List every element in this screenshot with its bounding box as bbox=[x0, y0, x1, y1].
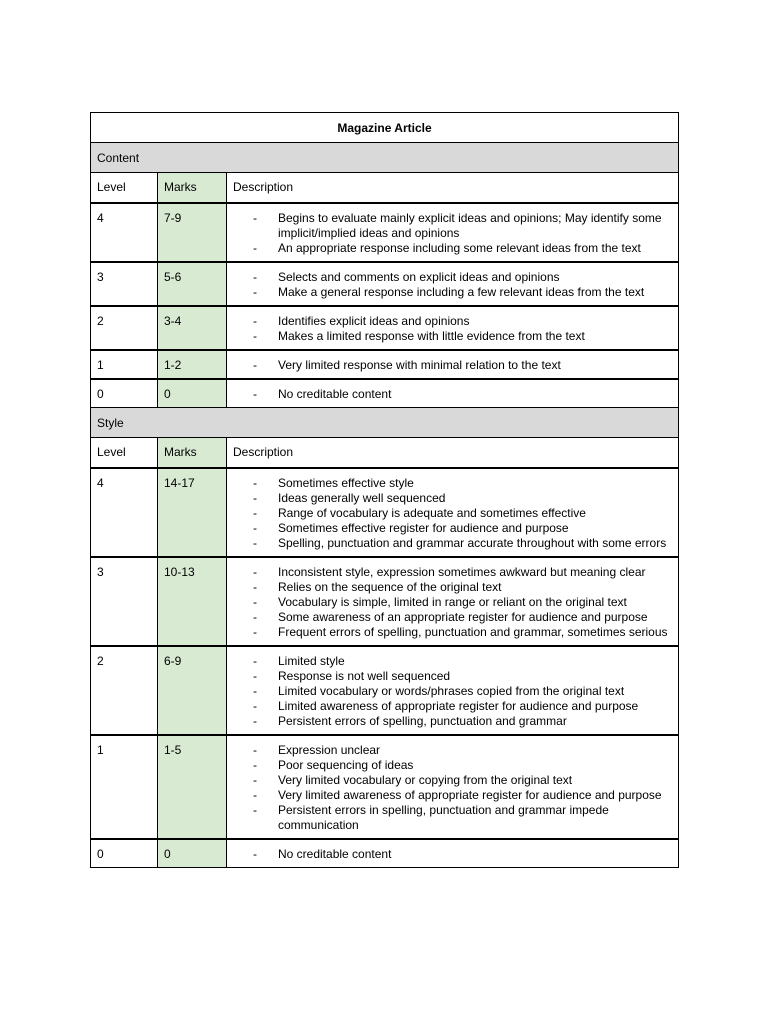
marks-cell: 6-9 bbox=[158, 646, 227, 735]
list-item: - Make a general response including a few relevant ideas from the text bbox=[253, 285, 672, 300]
level-cell: 4 bbox=[91, 468, 158, 557]
table-row bbox=[91, 203, 679, 262]
description-list bbox=[253, 654, 672, 729]
table-row bbox=[91, 839, 679, 868]
list-item: - Poor sequencing of ideas bbox=[253, 758, 672, 773]
description-cell bbox=[227, 839, 679, 868]
list-item: - Very limited awareness of appropriate register for audience and purpose bbox=[253, 788, 672, 803]
description-cell bbox=[227, 468, 679, 557]
section-title: Content bbox=[91, 143, 679, 173]
list-item: - Inconsistent style, expression sometimes awkward but meaning clear bbox=[253, 565, 672, 580]
description-cell bbox=[227, 735, 679, 839]
table-row bbox=[91, 468, 679, 557]
table-row bbox=[91, 262, 679, 306]
rubric-body bbox=[91, 113, 679, 868]
level-cell: 4 bbox=[91, 203, 158, 262]
list-item: - Sometimes effective style bbox=[253, 476, 672, 491]
level-cell: 2 bbox=[91, 646, 158, 735]
list-item: - Expression unclear bbox=[253, 743, 672, 758]
description-list bbox=[253, 358, 672, 373]
description-list bbox=[253, 565, 672, 640]
level-cell: 1 bbox=[91, 735, 158, 839]
list-item: - Range of vocabulary is adequate and sometimes effective bbox=[253, 506, 672, 521]
list-item: - No creditable content bbox=[253, 387, 672, 402]
description-list bbox=[253, 211, 672, 256]
marks-cell: 14-17 bbox=[158, 468, 227, 557]
table-row bbox=[91, 646, 679, 735]
section-row bbox=[91, 408, 679, 438]
level-cell: 2 bbox=[91, 306, 158, 350]
description-cell bbox=[227, 306, 679, 350]
table-row bbox=[91, 557, 679, 646]
level-header: Level bbox=[91, 438, 158, 469]
list-item: - Limited awareness of appropriate register for audience and purpose bbox=[253, 699, 672, 714]
list-item: - Identifies explicit ideas and opinions bbox=[253, 314, 672, 329]
list-item: - Some awareness of an appropriate register for audience and purpose bbox=[253, 610, 672, 625]
table-row bbox=[91, 350, 679, 379]
marks-cell: 5-6 bbox=[158, 262, 227, 306]
list-item: - An appropriate response including some relevant ideas from the text bbox=[253, 241, 672, 256]
table-row bbox=[91, 306, 679, 350]
list-item: - Selects and comments on explicit ideas and opinions bbox=[253, 270, 672, 285]
table-row bbox=[91, 379, 679, 408]
list-item: - Relies on the sequence of the original text bbox=[253, 580, 672, 595]
description-list bbox=[253, 270, 672, 300]
marks-cell: 3-4 bbox=[158, 306, 227, 350]
marks-cell: 10-13 bbox=[158, 557, 227, 646]
description-list bbox=[253, 476, 672, 551]
marks-cell: 0 bbox=[158, 379, 227, 408]
list-item: - Frequent errors of spelling, punctuation and grammar, sometimes serious bbox=[253, 625, 672, 640]
section-row bbox=[91, 143, 679, 173]
table-row bbox=[91, 735, 679, 839]
description-cell bbox=[227, 262, 679, 306]
description-cell bbox=[227, 379, 679, 408]
list-item: - Makes a limited response with little evidence from the text bbox=[253, 329, 672, 344]
description-header: Description bbox=[227, 438, 679, 469]
list-item: - Limited style bbox=[253, 654, 672, 669]
header-row bbox=[91, 438, 679, 469]
title-row bbox=[91, 113, 679, 143]
table-title: Magazine Article bbox=[91, 113, 679, 143]
marks-cell: 1-5 bbox=[158, 735, 227, 839]
list-item: - Very limited vocabulary or copying from the original text bbox=[253, 773, 672, 788]
description-cell bbox=[227, 646, 679, 735]
description-list bbox=[253, 743, 672, 833]
list-item: - Response is not well sequenced bbox=[253, 669, 672, 684]
list-item: - Very limited response with minimal relation to the text bbox=[253, 358, 672, 373]
section-title: Style bbox=[91, 408, 679, 438]
level-cell: 3 bbox=[91, 262, 158, 306]
level-header: Level bbox=[91, 173, 158, 204]
marks-cell: 1-2 bbox=[158, 350, 227, 379]
description-cell bbox=[227, 557, 679, 646]
level-cell: 1 bbox=[91, 350, 158, 379]
list-item: - Vocabulary is simple, limited in range or reliant on the original text bbox=[253, 595, 672, 610]
level-cell: 0 bbox=[91, 839, 158, 868]
list-item: - Persistent errors in spelling, punctuation and grammar impede communication bbox=[253, 803, 672, 833]
description-list bbox=[253, 387, 672, 402]
level-cell: 0 bbox=[91, 379, 158, 408]
rubric-table bbox=[90, 112, 679, 868]
list-item: - No creditable content bbox=[253, 847, 672, 862]
marks-cell: 7-9 bbox=[158, 203, 227, 262]
description-cell bbox=[227, 350, 679, 379]
marks-cell: 0 bbox=[158, 839, 227, 868]
list-item: - Limited vocabulary or words/phrases copied from the original text bbox=[253, 684, 672, 699]
list-item: - Spelling, punctuation and grammar accurate throughout with some errors bbox=[253, 536, 672, 551]
description-list bbox=[253, 847, 672, 862]
marks-header: Marks bbox=[158, 438, 227, 469]
description-header: Description bbox=[227, 173, 679, 204]
level-cell: 3 bbox=[91, 557, 158, 646]
marks-header: Marks bbox=[158, 173, 227, 204]
header-row bbox=[91, 173, 679, 204]
list-item: - Sometimes effective register for audience and purpose bbox=[253, 521, 672, 536]
list-item: - Persistent errors of spelling, punctuation and grammar bbox=[253, 714, 672, 729]
description-list bbox=[253, 314, 672, 344]
list-item: - Begins to evaluate mainly explicit ideas and opinions; May identify some implicit/implied ideas and opinions bbox=[253, 211, 672, 241]
description-cell bbox=[227, 203, 679, 262]
list-item: - Ideas generally well sequenced bbox=[253, 491, 672, 506]
